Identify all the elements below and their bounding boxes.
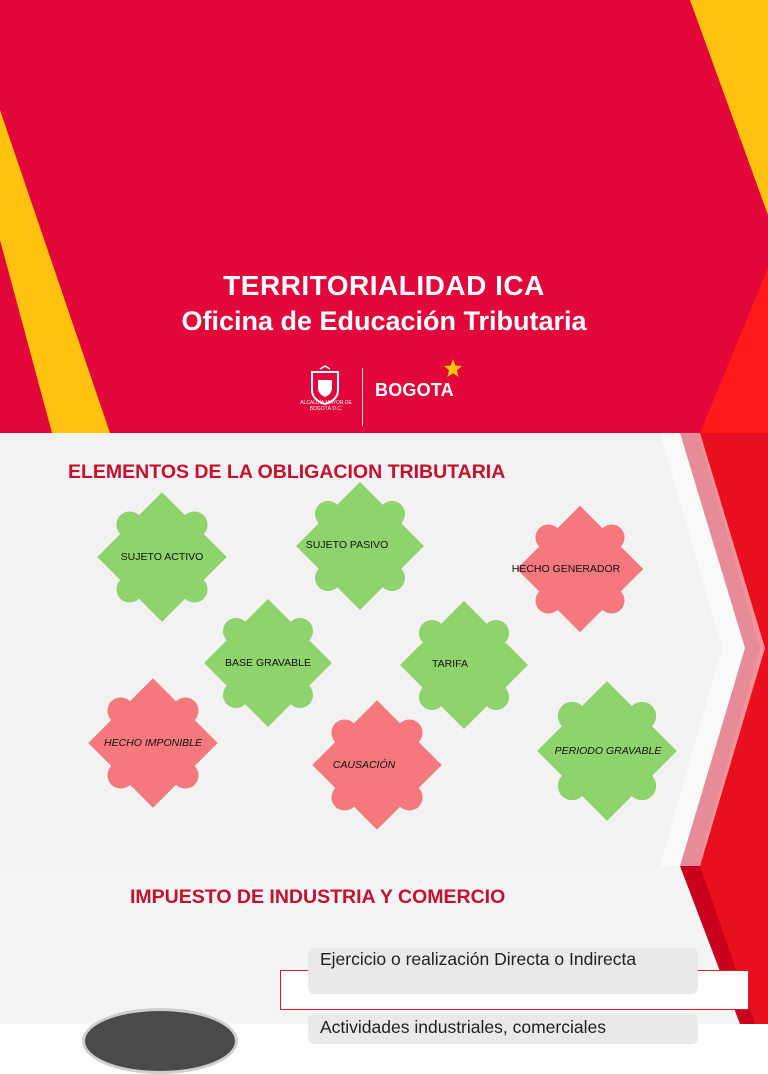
title-slide: [0, 0, 768, 433]
slide1-background-shapes: [0, 0, 768, 433]
elements-slide: [0, 433, 768, 866]
presentation-title: TERRITORIALIDAD ICA: [223, 270, 545, 301]
piece-label-periodo-gravable: PERIODO GRAVABLE: [554, 745, 662, 757]
piece-label-hecho-generador: HECHO GENERADOR: [511, 563, 621, 575]
presentation-subtitle: Oficina de Educación Tributaria: [181, 306, 587, 336]
piece-label-hecho-imponible: HECHO IMPONIBLE: [103, 737, 203, 749]
elements-title: ELEMENTOS DE LA OBLIGACION TRIBUTARIA: [68, 461, 506, 483]
piece-label-base-gravable: BASE GRAVABLE: [225, 657, 311, 669]
item-text-2: Actividades industriales, comerciales: [320, 1017, 606, 1037]
item-text-1: Ejercicio o realización Directa o Indirecta: [320, 949, 637, 969]
puzzle-pieces: [0, 433, 768, 866]
piece-label-causacion: CAUSACIÓN: [332, 759, 396, 771]
piece-label-sujeto-pasivo: SUJETO PASIVO: [305, 539, 389, 551]
bogota-logo-text: BOGOTA: [375, 380, 454, 400]
piece-label-tarifa: TARIFA: [432, 658, 468, 670]
logo-divider: [362, 368, 363, 426]
crest-caption: ALCALDÍA MAYOR DE BOGOTÁ D.C.: [300, 400, 352, 412]
piece-label-sujeto-activo: SUJETO ACTIVO: [120, 551, 204, 563]
top-right-yellow-stripe: [690, 0, 768, 215]
ica-slide: [0, 866, 768, 1037]
dark-circle-shape: [82, 1008, 238, 1074]
star-icon: [443, 358, 463, 378]
ica-title: IMPUESTO DE INDUSTRIA Y COMERCIO: [130, 886, 506, 908]
